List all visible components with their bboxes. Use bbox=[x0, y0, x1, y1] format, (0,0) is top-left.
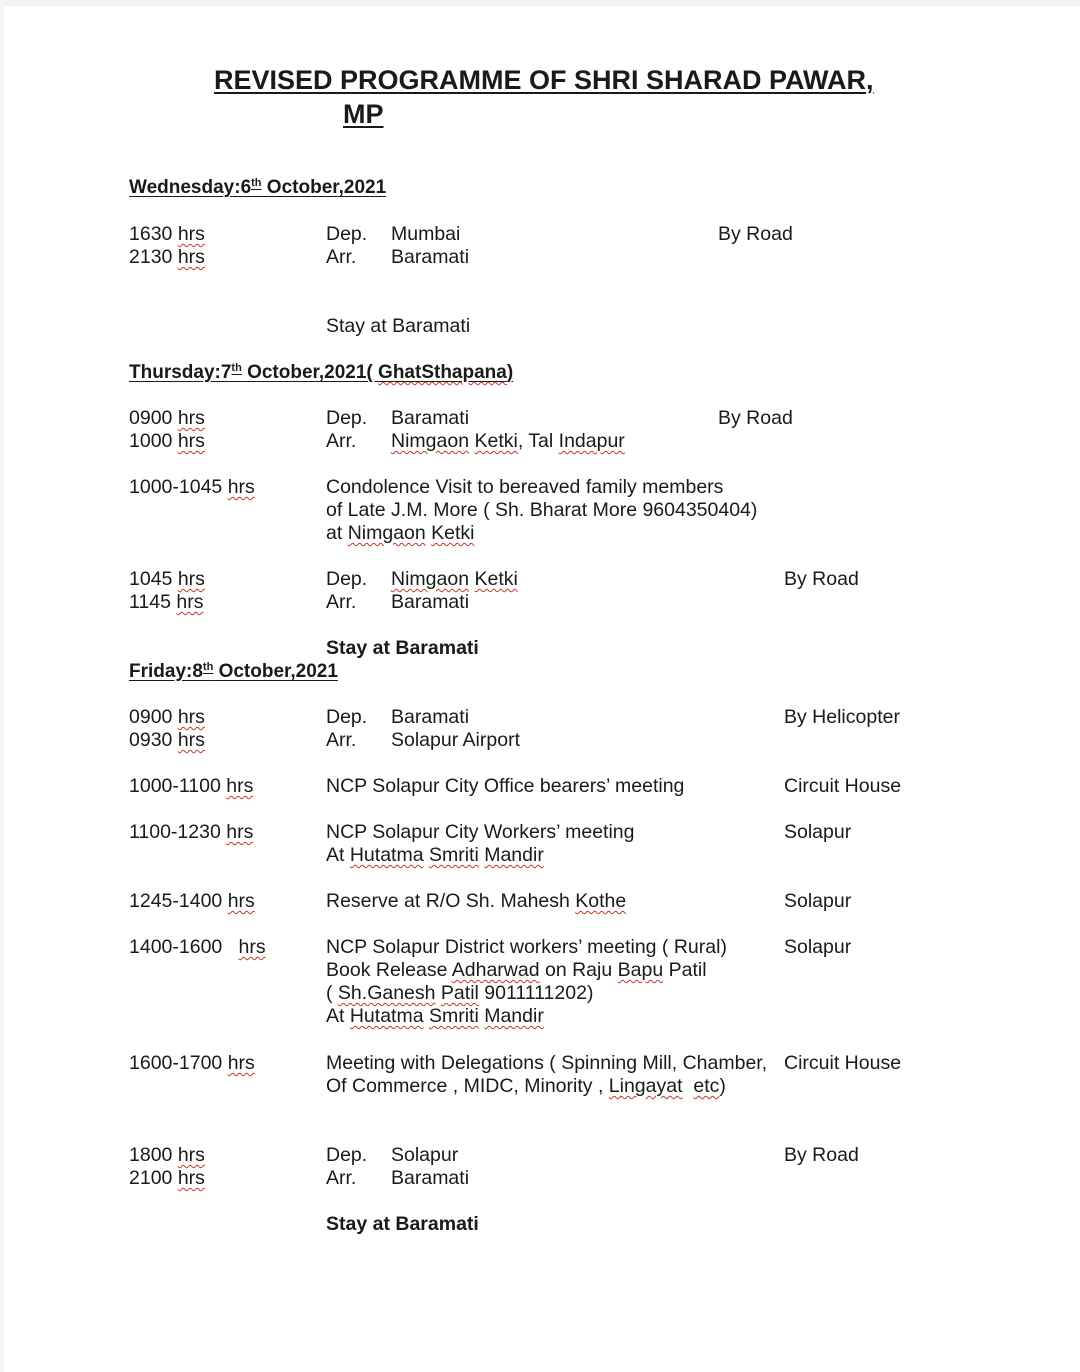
time-fri-8: 1800 hrs bbox=[129, 1144, 205, 1166]
mode-fri-2: By Road bbox=[784, 1144, 859, 1166]
time-fri-3: 1000-1100 hrs bbox=[129, 775, 254, 797]
mode-thu-2: By Road bbox=[784, 568, 859, 590]
time-thu-1: 0900 hrs bbox=[129, 407, 205, 429]
time-fri-2: 0930 hrs bbox=[129, 729, 205, 751]
event-district-line4: At Hutatma Smriti Mandir bbox=[326, 1005, 544, 1027]
travel-thu-arr: Arr. Nimgaon Ketki, Tal Indapur bbox=[326, 430, 625, 452]
time-fri-6: 1400-1600 hrs bbox=[129, 936, 266, 958]
event-district-line3: ( Sh.Ganesh Patil 9011111202) bbox=[326, 982, 594, 1004]
stay-fri: Stay at Baramati bbox=[326, 1213, 479, 1235]
event-city-workers-line1: NCP Solapur City Workers’ meeting bbox=[326, 821, 635, 843]
time-fri-7: 1600-1700 hrs bbox=[129, 1052, 255, 1074]
event-district-line2: Book Release Adharwad on Raju Bapu Patil bbox=[326, 959, 707, 981]
travel-thu-dep-2: Dep. Nimgaon Ketki bbox=[326, 568, 518, 590]
time-wed-2: 2130 hrs bbox=[129, 246, 205, 268]
day-heading-friday: Friday:8th October,2021 bbox=[129, 661, 338, 682]
travel-fri-dep: Dep. Baramati bbox=[326, 706, 470, 728]
event-delegations-line2: Of Commerce , MIDC, Minority , Lingayat etc) bbox=[326, 1075, 726, 1097]
time-fri-1: 0900 hrs bbox=[129, 706, 205, 728]
time-thu-3: 1000-1045 hrs bbox=[129, 476, 255, 498]
travel-fri-arr: Arr. Solapur Airport bbox=[326, 729, 520, 751]
time-fri-9: 2100 hrs bbox=[129, 1167, 205, 1189]
event-reserve: Reserve at R/O Sh. Mahesh Kothe bbox=[326, 890, 627, 912]
day-heading-thursday: Thursday:7th October,2021( GhatSthapana) bbox=[129, 362, 514, 383]
document-title-line1: REVISED PROGRAMME OF SHRI SHARAD PAWAR, bbox=[214, 65, 874, 95]
venue-fri-3: Circuit House bbox=[784, 775, 902, 797]
time-fri-5: 1245-1400 hrs bbox=[129, 890, 255, 912]
time-thu-2: 1000 hrs bbox=[129, 430, 205, 452]
venue-fri-6: Solapur bbox=[784, 936, 852, 958]
event-condolence-line2: of Late J.M. More ( Sh. Bharat More 9604350404) bbox=[326, 499, 758, 521]
mode-thu-1: By Road bbox=[718, 407, 793, 429]
travel-fri-arr-2: Arr. Baramati bbox=[326, 1167, 470, 1189]
day-heading-wednesday: Wednesday:6th October,2021 bbox=[129, 177, 387, 198]
event-office-bearers: NCP Solapur City Office bearers’ meeting bbox=[326, 775, 685, 797]
time-fri-4: 1100-1230 hrs bbox=[129, 821, 254, 843]
event-condolence-line3: at Nimgaon Ketki bbox=[326, 522, 475, 544]
travel-fri-dep-2: Dep. Solapur bbox=[326, 1144, 459, 1166]
mode-wed: By Road bbox=[718, 223, 793, 245]
document-title-line2: MP bbox=[343, 99, 384, 129]
event-condolence-line1: Condolence Visit to bereaved family members bbox=[326, 476, 724, 498]
event-district-line1: NCP Solapur District workers’ meeting ( Rural) bbox=[326, 936, 727, 958]
travel-wed-dep: Dep. Mumbai bbox=[326, 223, 461, 245]
event-delegations-line1: Meeting with Delegations ( Spinning Mill, Chamber, bbox=[326, 1052, 768, 1074]
stay-wed: Stay at Baramati bbox=[326, 315, 471, 337]
page-left-edge bbox=[0, 0, 4, 1372]
page-top-edge bbox=[0, 0, 1080, 6]
event-city-workers-line2: At Hutatma Smriti Mandir bbox=[326, 844, 544, 866]
time-wed-1: 1630 hrs bbox=[129, 223, 205, 245]
mode-fri-1: By Helicopter bbox=[784, 706, 900, 728]
travel-thu-arr-2: Arr. Baramati bbox=[326, 591, 470, 613]
venue-fri-7: Circuit House bbox=[784, 1052, 902, 1074]
time-thu-4: 1045 hrs bbox=[129, 568, 205, 590]
stay-thu: Stay at Baramati bbox=[326, 637, 479, 659]
time-thu-5: 1145 hrs bbox=[129, 591, 204, 613]
venue-fri-5: Solapur bbox=[784, 890, 852, 912]
travel-wed-arr: Arr. Baramati bbox=[326, 246, 470, 268]
venue-fri-4: Solapur bbox=[784, 821, 852, 843]
travel-thu-dep: Dep. Baramati bbox=[326, 407, 470, 429]
